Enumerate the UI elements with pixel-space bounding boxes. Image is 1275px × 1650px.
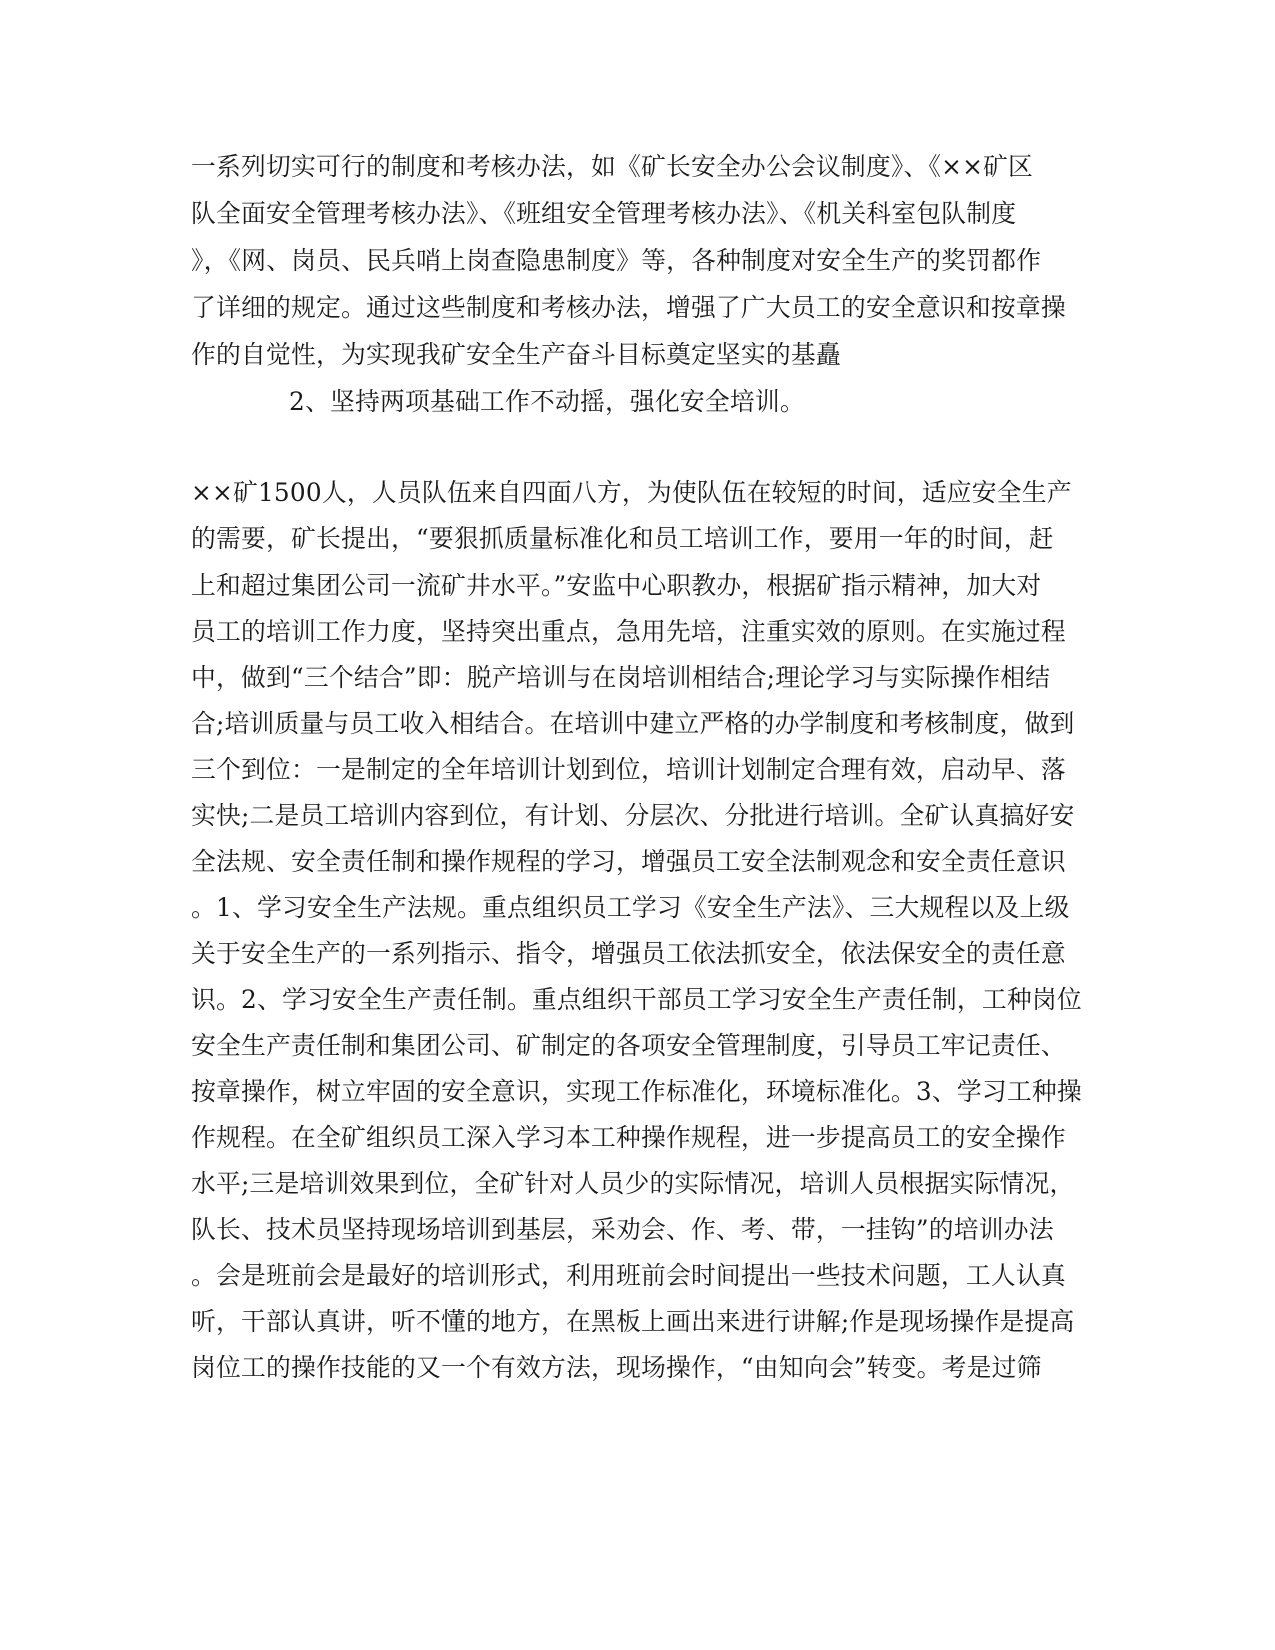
text-line: 队长、技术员坚持现场培训到基层，采劝会、作、考、带，一挂钩”的培训办法 [191, 1215, 1054, 1244]
text-line: 全法规、安全责任制和操作规程的学习，增强员工安全法制观念和安全责任意识 [191, 847, 1066, 876]
text-line: 识。2、学习安全生产责任制。重点组织干部员工学习安全生产责任制，工种岗位 [191, 985, 1082, 1014]
text-line: 作的自觉性，为实现我矿安全生产奋斗目标奠定坚实的基矗 [191, 340, 841, 369]
text-line: 关于安全生产的一系列指示、指令，增强员工依法抓安全，依法保安全的责任意 [191, 939, 1066, 968]
text-line: 水平;三是培训效果到位，全矿针对人员少的实际情况，培训人员根据实际情况， [191, 1169, 1075, 1198]
text-line: 实快;二是员工培训内容到位，有计划、分层次、分批进行培训。全矿认真搞好安 [191, 801, 1075, 830]
text-line: 》，《网、岗员、民兵哨上岗查隐患制度》等，各种制度对安全生产的奖罚都作 [191, 246, 1042, 275]
text-line: 安全生产责任制和集团公司、矿制定的各项安全管理制度，引导员工牢记责任、 [191, 1031, 1066, 1060]
text-line: 中，做到“三个结合”即：脱产培训与在岗培训相结合;理论学习与实际操作相结 [191, 663, 1051, 692]
text-line: 按章操作，树立牢固的安全意识，实现工作标准化，环境标准化。3、学习工种操 [191, 1077, 1082, 1106]
text-line: 员工的培训工作力度，坚持突出重点，急用先培，注重实效的原则。在实施过程 [191, 617, 1066, 646]
text-line: 三个到位：一是制定的全年培训计划到位，培训计划制定合理有效，启动早、落 [191, 755, 1066, 784]
text-line: 听，干部认真讲，听不懂的地方，在黑板上画出来进行讲解;作是现场操作是提高 [191, 1307, 1075, 1336]
text-line: 合;培训质量与员工收入相结合。在培训中建立严格的办学制度和考核制度，做到 [191, 709, 1075, 738]
text-line: 的需要，矿长提出，“要狠抓质量标准化和员工培训工作，要用一年的时间，赶 [191, 524, 1054, 553]
text-line: 队全面安全管理考核办法》、《班组安全管理考核办法》、《机关科室包队制度 [191, 199, 1017, 228]
text-line: ××矿1500人，人员队伍来自四面八方，为使队伍在较短的时间，适应安全生产 [191, 478, 1072, 507]
text-line: 上和超过集团公司一流矿井水平。”安监中心职教办，根据矿指示精神，加大对 [191, 571, 1042, 600]
text-line: 。1、学习安全生产法规。重点组织员工学习《安全生产法》、三大规程以及上级 [191, 893, 1070, 922]
text-line: 作规程。在全矿组织员工深入学习本工种操作规程，进一步提高员工的安全操作 [191, 1123, 1066, 1152]
section-heading: 2、坚持两项基础工作不动摇，强化安全培训。 [289, 387, 805, 416]
text-line: 一系列切实可行的制度和考核办法，如《矿长安全办公会议制度》、《××矿区 [191, 152, 1034, 181]
text-line: 。会是班前会是最好的培训形式，利用班前会时间提出一些技术问题，工人认真 [191, 1261, 1066, 1290]
text-line: 了详细的规定。通过这些制度和考核办法，增强了广大员工的安全意识和按章操 [191, 293, 1066, 322]
text-line: 岗位工的操作技能的又一个有效方法，现场操作，“由知向会”转变。考是过筛 [191, 1353, 1042, 1382]
